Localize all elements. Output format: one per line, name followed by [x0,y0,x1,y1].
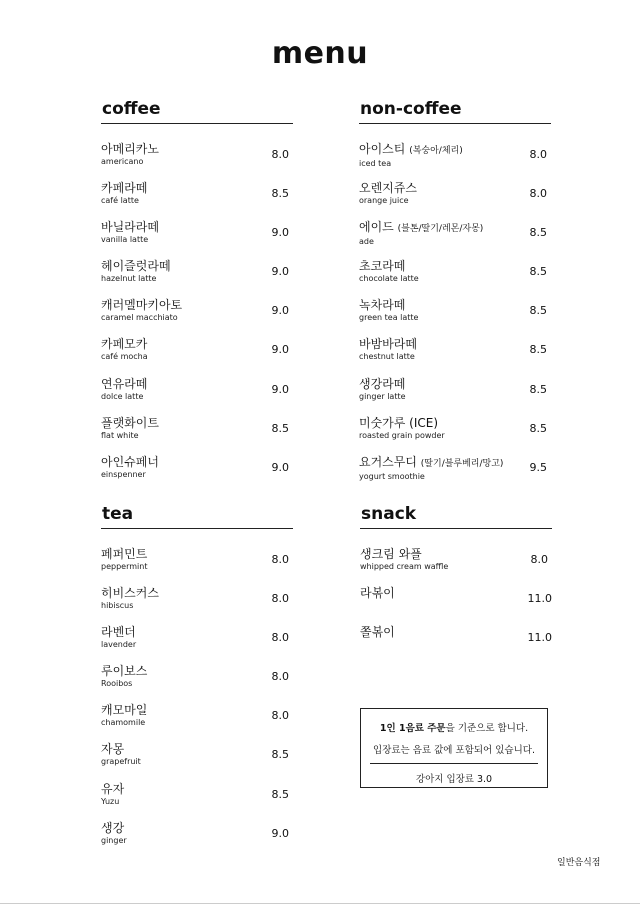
item-name-english: yogurt smoothie [359,471,425,481]
item-name-english: green tea latte [359,313,419,323]
item-name-korean [360,547,552,562]
item-price: 8.5 [529,304,547,318]
item-name-korean [101,664,293,679]
item-price: 9.0 [271,826,289,840]
section-heading: coffee [102,99,161,119]
item-price: 8.5 [529,382,547,396]
menu-item [101,377,293,416]
item-name-korean [101,586,293,601]
menu-item [101,142,293,181]
item-price: 8.5 [271,787,289,801]
menu-item [359,220,551,259]
item-name-english: peppermint [101,562,148,571]
menu-item [101,782,293,821]
section-heading: tea [102,504,134,524]
business-type-label: 일반음식점 [557,858,601,868]
item-name-korean-text: 루이보스 [101,664,148,679]
item-price: 8.0 [529,187,547,201]
item-name-english: ade [359,237,374,247]
item-name-english: ginger latte [359,391,406,401]
item-options-note: (딸기/블루베리/망고) [420,458,504,469]
notice-line-1-rest: 을 기준으로 합니다. [445,723,529,734]
item-price: 8.0 [271,148,289,161]
item-name-english: whipped cream waffle [360,562,449,571]
item-price: 9.5 [529,460,547,474]
item-name-korean [360,625,552,640]
menu-item [360,586,552,625]
item-name-korean-text: 유자 [101,781,125,796]
menu-item [101,586,293,625]
item-price: 8.0 [271,553,289,566]
menu-item [101,337,293,376]
item-price: 8.5 [529,343,547,357]
item-name-english: iced tea [359,159,392,168]
item-name-english: Yuzu [101,796,120,806]
item-name-korean [101,377,293,392]
item-name-english: einspenner [101,469,146,479]
menu-item [359,455,551,494]
item-price: 8.0 [530,553,548,566]
item-name-english: dolce latte [101,391,144,401]
menu-item [359,337,551,376]
item-name-english: café mocha [101,352,148,362]
item-options-note: (블톤/딸기/레몬/자몽) [397,224,484,235]
menu-item [359,259,551,298]
item-name-korean-text: 히비스커스 [101,586,159,601]
item-name-korean-text: 헤이즐럿라떼 [101,259,171,274]
item-name-korean [101,298,293,313]
item-name-korean [101,259,293,274]
menu-list [101,547,293,860]
item-name-korean [101,782,293,797]
item-name-korean-text: 캐모마일 [101,703,148,718]
section-divider [359,123,551,124]
menu-item [359,142,551,181]
notice-line-2: 입장료는 음료 값에 포함되어 있습니다. [373,745,535,756]
item-name-korean-text: 생강 [101,820,125,835]
item-name-korean [101,337,293,352]
item-name-korean-text: 에이드 [359,220,394,235]
item-name-english: vanilla latte [101,235,149,245]
menu-item [359,298,551,337]
item-name-korean-text: 생강라떼 [359,376,406,391]
item-name-korean-text: 요거스무디 [359,454,417,469]
item-name-korean-text: 자몽 [101,742,125,757]
menu-title: menu [271,36,369,71]
menu-item [101,664,293,703]
item-name-korean [101,625,293,640]
notice-divider [370,763,538,764]
item-name-korean-text: 연유라떼 [101,376,148,391]
item-name-english: flat white [101,430,139,440]
menu-item [360,625,552,664]
item-name-english: lavender [101,640,137,650]
item-name-korean [359,377,551,392]
item-price: 11.0 [527,631,552,645]
notice-emphasis: 1인 1음료 주문 [379,723,446,734]
item-name-korean [360,586,552,601]
item-name-korean-text: 초코라떼 [359,259,406,274]
item-price: 11.0 [527,592,552,606]
notice-line-1 [361,720,547,734]
item-name-korean [359,181,551,196]
menu-item [101,703,293,742]
item-name-korean-text: 아인슈페너 [101,454,159,469]
item-price: 8.0 [271,592,289,606]
item-options-note: (복숭아/체리) [409,146,463,156]
menu-item [359,377,551,416]
item-name-korean [101,181,293,196]
item-name-english: americano [101,157,144,166]
menu-item [101,220,293,259]
item-price: 9.0 [271,226,289,240]
non-coffee-section [359,98,551,494]
item-name-korean [101,455,293,470]
item-name-korean [101,742,293,757]
item-name-english: chocolate latte [359,274,419,284]
item-name-korean [359,142,551,159]
menu-list [359,142,551,494]
item-name-english: orange juice [359,196,409,206]
item-name-english: caramel macchiato [101,313,178,323]
section-heading: non-coffee [360,99,462,119]
item-name-korean-text: 바닐라라떼 [101,220,159,235]
item-name-english: grapefruit [101,757,141,767]
section-divider [360,528,552,529]
item-name-korean-text: 라벤더 [101,625,136,640]
dog-admission-fee: 강아지 입장료 3.0 [415,774,493,785]
item-name-korean-text: 플랫화이트 [101,415,159,430]
menu-item [359,416,551,455]
item-name-korean-text: 바밤바라떼 [359,337,417,352]
item-price: 8.5 [271,421,289,435]
item-price: 9.0 [271,460,289,474]
item-name-korean [359,259,551,274]
item-price: 8.5 [271,187,289,201]
item-name-english: Rooibos [101,679,133,689]
item-price: 8.0 [271,670,289,684]
snack-section [360,503,552,664]
item-name-english: chamomile [101,718,146,728]
menu-list [360,547,552,664]
item-name-english: hibiscus [101,601,134,611]
notice-box [360,708,548,788]
item-name-korean-text: 캐러멜마키아토 [101,298,183,313]
item-price: 8.5 [529,226,547,240]
item-price: 8.5 [529,265,547,279]
item-name-korean-text: 쫄볶이 [360,625,395,640]
menu-list [101,142,293,494]
item-name-korean-text: 미숫가루 (ICE) [359,415,439,430]
item-price: 9.0 [271,382,289,396]
menu-item [359,181,551,220]
item-name-korean-text: 카페라떼 [101,181,148,196]
menu-item [101,181,293,220]
item-name-korean-text: 아메리카노 [101,142,159,156]
item-price: 8.0 [529,148,547,161]
item-name-korean-text: 녹차라떼 [359,298,406,313]
menu-item [101,547,293,586]
item-name-korean [101,142,293,157]
item-name-korean [101,821,293,836]
item-price: 8.5 [529,421,547,435]
item-price: 8.0 [271,709,289,723]
section-heading: snack [361,504,417,524]
tea-section [101,503,293,860]
item-price: 8.0 [271,631,289,645]
menu-item [360,547,552,586]
item-name-korean-text: 카페모카 [101,337,148,352]
item-name-korean [359,220,551,240]
item-price: 9.0 [271,304,289,318]
item-name-english: hazelnut latte [101,274,157,284]
section-divider [101,528,293,529]
section-divider [101,123,293,124]
menu-item [101,455,293,494]
item-price: 8.5 [271,748,289,762]
item-name-korean-text: 라볶이 [360,586,395,601]
item-name-english: roasted grain powder [359,430,445,440]
menu-item [101,625,293,664]
item-name-korean [359,337,551,352]
item-name-korean [359,455,551,472]
item-name-english: café latte [101,196,139,206]
item-price: 9.0 [271,343,289,357]
item-name-korean-text: 아이스티 [359,142,406,156]
item-price: 9.0 [271,265,289,279]
menu-item [101,259,293,298]
menu-item [101,416,293,455]
item-name-korean [101,547,293,562]
menu-item [101,742,293,781]
item-name-korean [101,416,293,431]
item-name-korean [101,703,293,718]
item-name-korean-text: 페퍼민트 [101,547,148,561]
page-bottom-edge [0,903,640,904]
menu-item [101,821,293,860]
menu-item [101,298,293,337]
item-name-korean-text: 오렌지쥬스 [359,181,417,196]
item-name-korean-text: 생크림 와플 [360,547,422,561]
coffee-section [101,98,293,494]
item-name-english: ginger [101,835,127,845]
item-name-korean [101,220,293,235]
item-name-korean [359,416,551,431]
item-name-korean [359,298,551,313]
item-name-english: chestnut latte [359,352,415,362]
